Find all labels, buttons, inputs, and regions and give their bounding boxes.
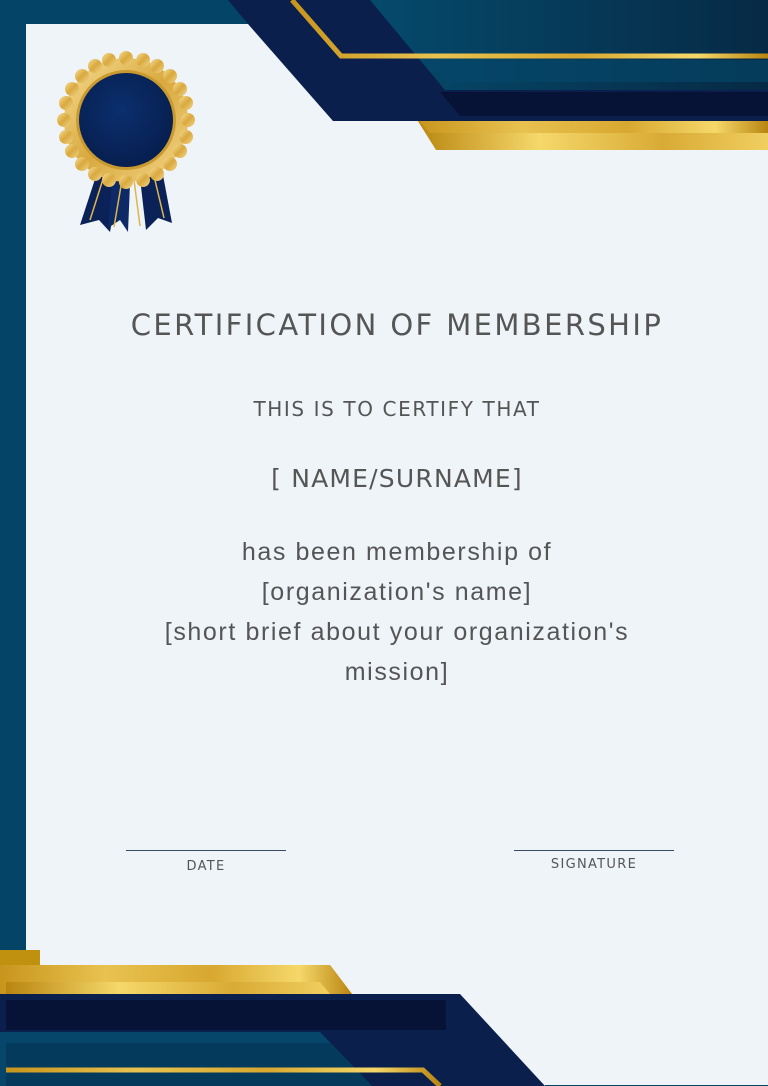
signature-field [514, 850, 674, 872]
description-line: [short brief about your organization's [164, 618, 630, 646]
date-field [126, 850, 286, 874]
description-line: mission] [344, 658, 450, 686]
signature-line [514, 850, 674, 851]
description-line: has been membership of [241, 538, 553, 566]
certificate-title: CERTIFICATION OF MEMBERSHIP [130, 308, 664, 342]
award-rosette-icon [50, 30, 210, 240]
date-line [126, 850, 286, 851]
date-label: DATE [186, 859, 226, 874]
recipient-name: [ NAME/SURNAME] [271, 464, 523, 493]
signature-label: SIGNATURE [550, 857, 638, 872]
description-line: [organization's name] [261, 578, 533, 606]
certify-subtitle: THIS IS TO CERTIFY THAT [253, 397, 541, 421]
membership-description [26, 532, 768, 692]
bottom-left-decorative-band [0, 940, 768, 1086]
